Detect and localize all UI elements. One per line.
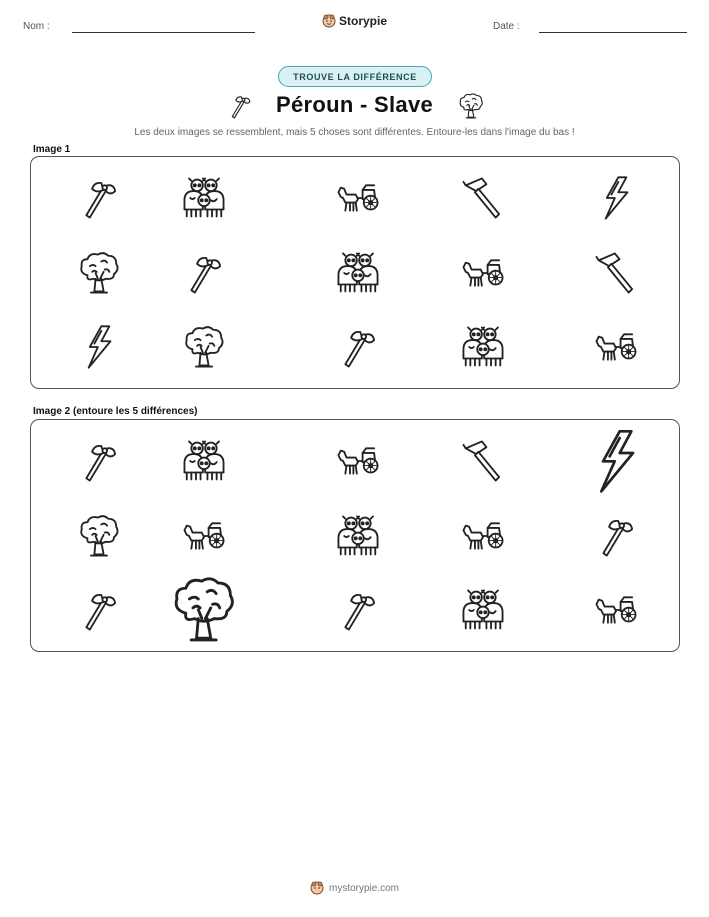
axe-icon: [226, 92, 254, 120]
oak-tree-icon: [76, 250, 122, 296]
cattle-herd-icon[interactable]: [460, 587, 506, 633]
image2-label: Image 2 (entoure les 5 différences): [33, 406, 198, 417]
axe-icon: [76, 175, 122, 221]
oak-tree-icon[interactable]: [168, 574, 239, 645]
oak-tree-icon[interactable]: [76, 513, 122, 559]
lightning-icon[interactable]: [583, 428, 650, 495]
name-label: Nom :: [23, 21, 50, 32]
page-title: Péroun - Slave: [275, 92, 434, 117]
image1-panel: [30, 156, 680, 389]
date-label: Date :: [493, 21, 520, 32]
hammer-icon: [593, 250, 639, 296]
brand: [322, 14, 387, 28]
horse-cart-icon: [593, 324, 639, 370]
cattle-herd-icon: [460, 324, 506, 370]
date-field[interactable]: [539, 32, 687, 33]
lightning-icon: [593, 175, 639, 221]
axe-icon: [335, 324, 381, 370]
cattle-herd-icon[interactable]: [335, 513, 381, 559]
image1-label: Image 1: [33, 144, 71, 155]
storypie-logo-icon: [322, 14, 336, 28]
footer-url: mystorypie.com: [328, 882, 399, 894]
axe-icon[interactable]: [76, 587, 122, 633]
hammer-icon: [460, 175, 506, 221]
horse-cart-icon: [335, 175, 381, 221]
axe-icon[interactable]: [593, 513, 639, 559]
cattle-herd-icon[interactable]: [181, 438, 227, 484]
axe-icon: [181, 250, 227, 296]
lightning-icon: [76, 324, 122, 370]
horse-cart-icon[interactable]: [593, 587, 639, 633]
horse-cart-icon[interactable]: [335, 438, 381, 484]
horse-cart-icon[interactable]: [181, 513, 227, 559]
cattle-herd-icon: [181, 175, 227, 221]
storypie-logo-icon: [310, 881, 324, 895]
hammer-icon[interactable]: [460, 438, 506, 484]
image2-panel[interactable]: [30, 419, 680, 652]
horse-cart-icon: [460, 250, 506, 296]
brand-name: Storypie: [339, 14, 388, 28]
oak-tree-icon: [181, 324, 227, 370]
axe-icon[interactable]: [76, 438, 122, 484]
activity-badge: TROUVE LA DIFFÉRENCE: [278, 66, 432, 87]
horse-cart-icon[interactable]: [460, 513, 506, 559]
instructions: Les deux images se ressemblent, mais 5 choses sont différentes. Entoure-les dans l'image du bas !: [134, 127, 575, 138]
oak-tree-icon: [457, 92, 485, 120]
cattle-herd-icon: [335, 250, 381, 296]
axe-icon[interactable]: [335, 587, 381, 633]
name-field[interactable]: [72, 32, 255, 33]
footer: [0, 881, 709, 895]
